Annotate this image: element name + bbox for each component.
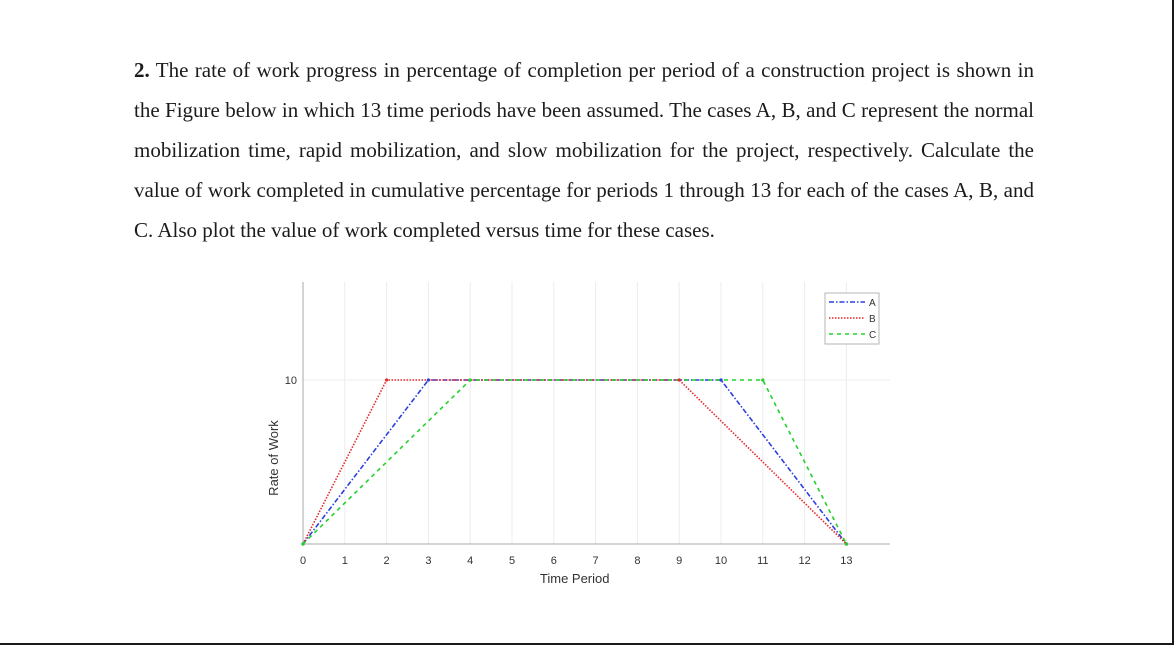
grid-lines	[303, 282, 890, 544]
x-tick-label: 11	[757, 555, 769, 567]
x-axis-label: Time Period	[539, 571, 610, 586]
chart-axes	[303, 282, 890, 544]
x-tick-label: 13	[840, 555, 853, 567]
x-tick-label: 3	[425, 555, 432, 567]
x-tick-label: 0	[299, 555, 307, 567]
question-body: The rate of work progress in percentage of completion per period of a construction project is shown in the Figure below in which 13 time periods have been assumed. The cases A, B, and C represent the normal mobilization time, rapid mobilization, and slow mobilization for the project, respectively. Calculate the value of work completed in cumulative percentage for periods 1 through 13 for each of the cases A, B, and C. Also plot the value of work completed versus time for these cases.	[134, 58, 1035, 242]
x-tick-label: 1	[341, 555, 348, 567]
data-point-C	[469, 378, 472, 381]
data-point-B	[385, 378, 388, 381]
x-tick-label: 7	[592, 555, 599, 567]
x-tick-label: 6	[550, 555, 557, 567]
chart-series	[303, 380, 846, 544]
legend-label-A: A	[869, 298, 876, 309]
series-line-A	[303, 380, 846, 544]
x-tick-label: 12	[798, 555, 811, 567]
x-tick-label: 8	[634, 555, 641, 567]
series-line-C	[303, 380, 846, 544]
y-axis-label: Rate of Work	[266, 420, 281, 496]
chart-points	[301, 378, 848, 545]
data-point-C	[845, 542, 848, 545]
data-point-B	[678, 378, 681, 381]
data-point-C	[301, 542, 304, 545]
x-tick-label: 5	[508, 555, 516, 567]
x-tick-label: 9	[676, 555, 683, 567]
question-number: 2.	[134, 58, 150, 82]
y-tick-label: 10	[284, 375, 297, 387]
series-line-B	[303, 380, 846, 544]
legend-label-C: C	[869, 330, 877, 341]
x-tick-label: 4	[467, 555, 474, 567]
legend-label-B: B	[869, 314, 876, 325]
chart-legend	[825, 293, 879, 344]
x-tick-label: 2	[383, 555, 390, 567]
data-point-A	[427, 378, 430, 381]
data-point-C	[761, 378, 764, 381]
data-point-A	[719, 378, 722, 381]
x-tick-label: 10	[714, 555, 728, 567]
tick-labels	[266, 375, 853, 586]
